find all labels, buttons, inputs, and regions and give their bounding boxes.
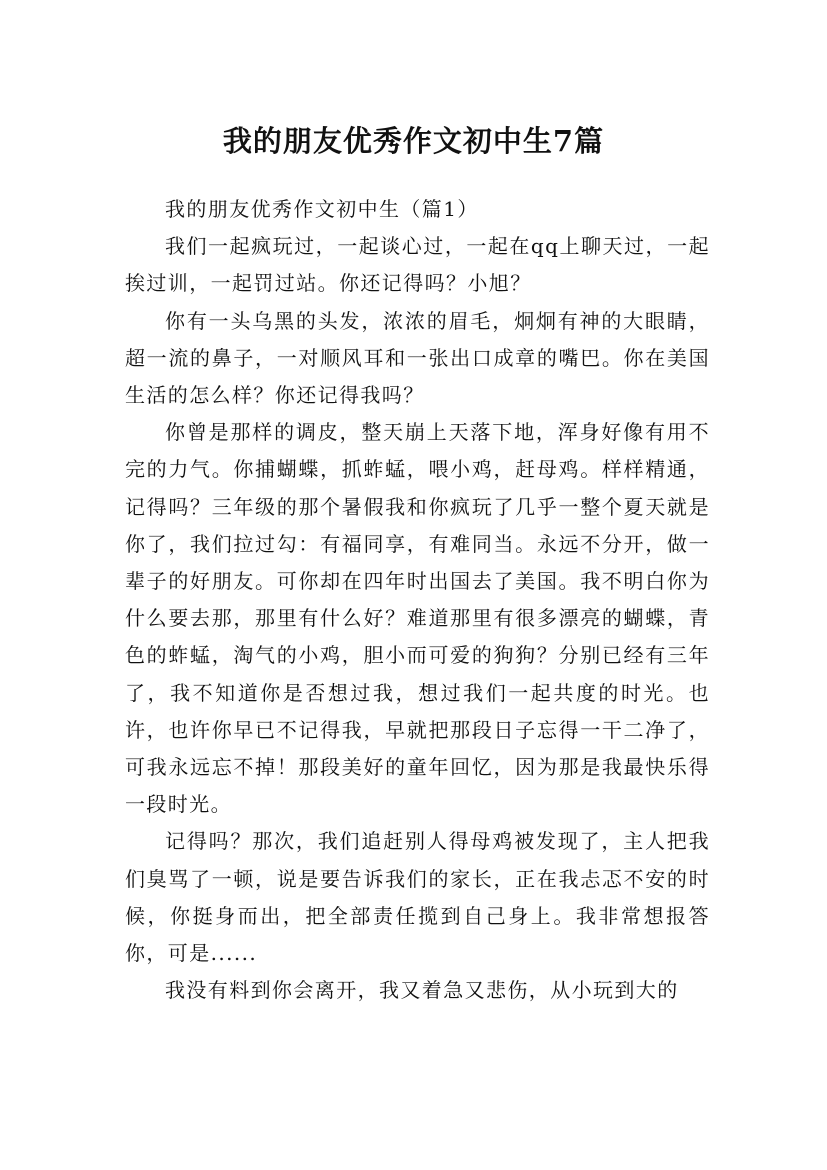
paragraph-3: 你曾是那样的调皮，整天崩上天落下地，浑身好像有用不完的力气。你捕蝴蝶，抓蚱蜢，喂小鸡，赶母鸡。样样精通，记得吗？三年级的那个暑假我和你疯玩了几乎一整个夏天就是你了，我们拉过勾：有福同享，有难同当。永远不分开，做一辈子的好朋友。可你却在四年时出国去了美国。我不明白你为什么要去那，那里有什么好？难道那里有很多漂亮的蝴蝶，青色的蚱蜢，淘气的小鸡，胆小而可爱的狗狗？分别已经有三年了，我不知道你是否想过我，想过我们一起共度的时光。也许，也许你早已不记得我，早就把那段日子忘得一干二净了，可我永远忘不掉！那段美好的童年回忆，因为那是我最快乐得一段时光。 bbox=[125, 420, 710, 817]
document-body bbox=[125, 191, 710, 1009]
paragraph-1: 我们一起疯玩过，一起谈心过，一起在qq上聊天过，一起挨过训，一起罚过站。你还记得吗？小旭？ bbox=[125, 234, 710, 296]
section-heading: 我的朋友优秀作文初中生（篇1） bbox=[165, 197, 479, 221]
paragraph-4: 记得吗？那次，我们追赶别人得母鸡被发现了，主人把我们臭骂了一顿，说是要告诉我们的家长，正在我忐忑不安的时候，你挺身而出，把全部责任揽到自己身上。我非常想报答你，可是...... bbox=[125, 829, 710, 966]
paragraph-5: 我没有料到你会离开，我又着急又悲伤，从小玩到大的 bbox=[165, 978, 679, 1003]
paragraph-2: 你有一头乌黑的头发，浓浓的眉毛，炯炯有神的大眼睛，超一流的鼻子，一对顺风耳和一张出口成章的嘴巴。你在美国生活的怎么样？你还记得我吗？ bbox=[125, 308, 710, 408]
document-title: 我的朋友优秀作文初中生7篇 bbox=[222, 124, 605, 159]
